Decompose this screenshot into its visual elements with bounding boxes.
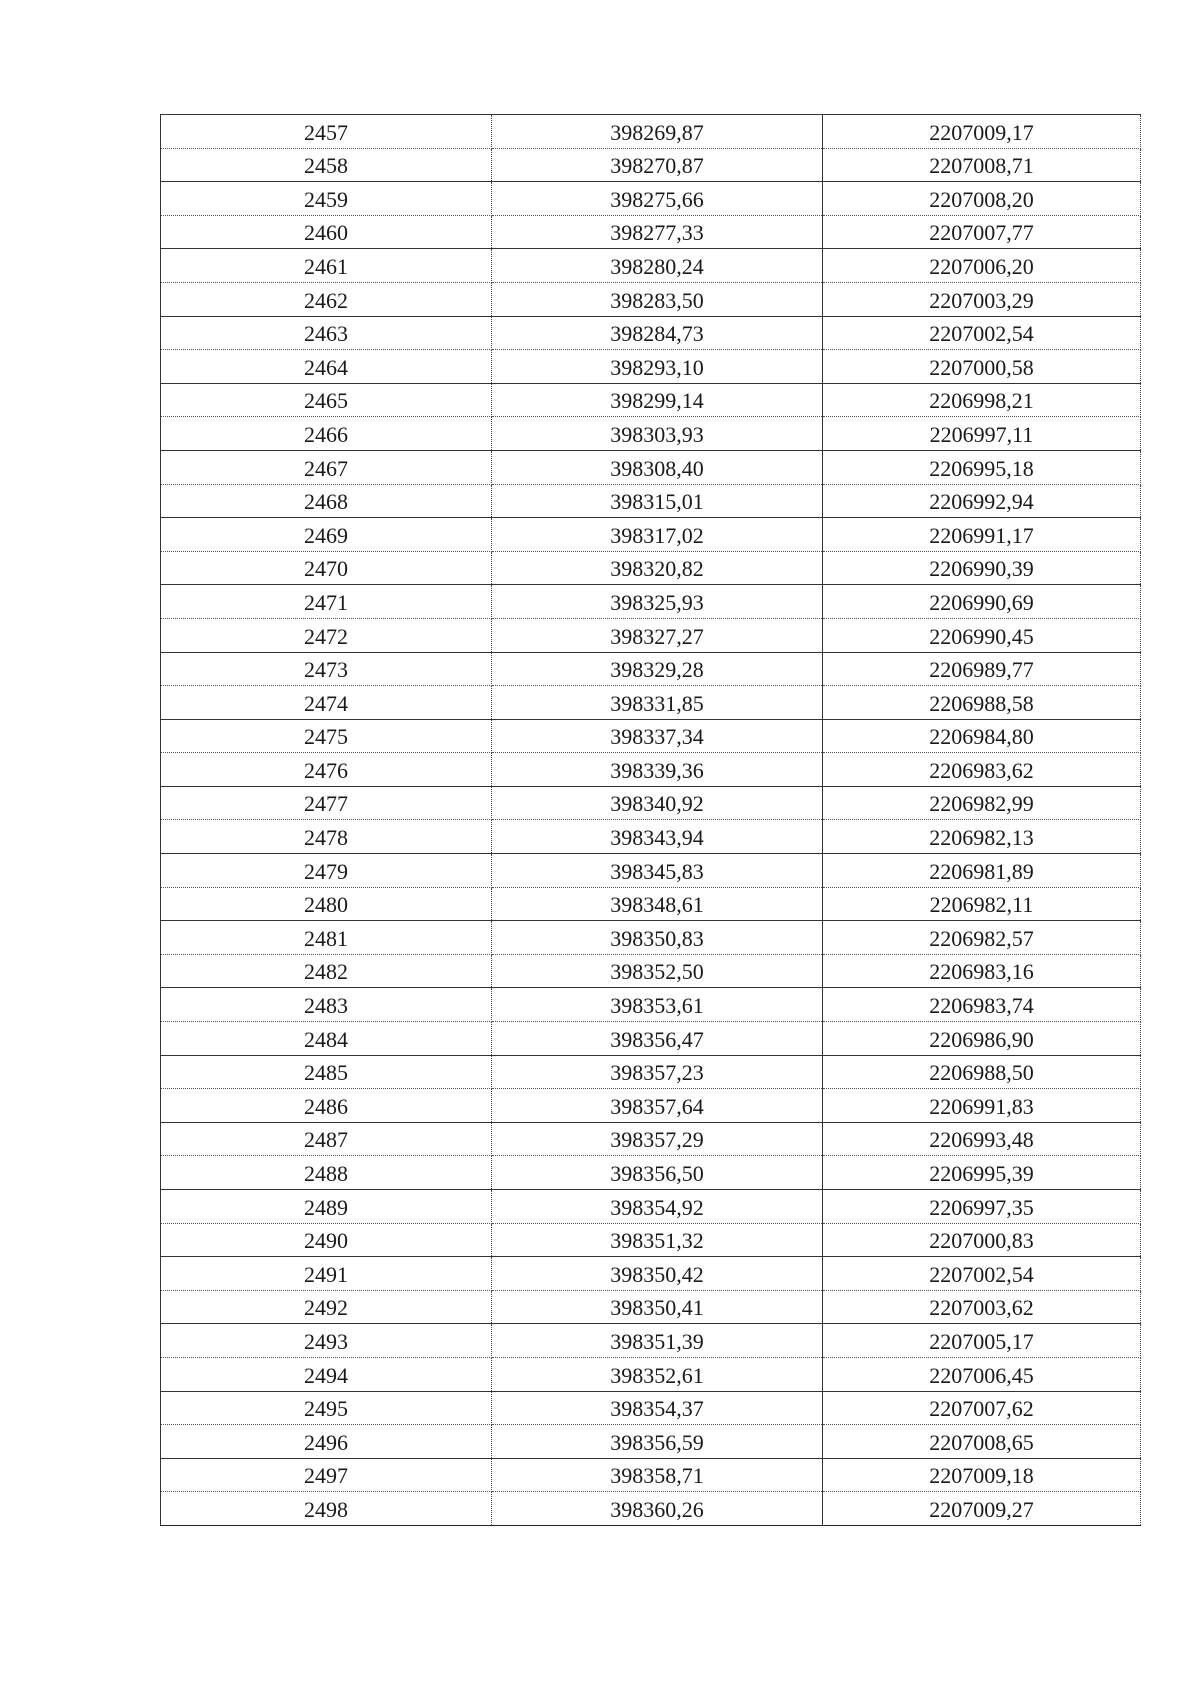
y-coordinate-cell: 2207008,65 xyxy=(823,1425,1141,1459)
point-number-cell: 2497 xyxy=(161,1458,492,1492)
table-row xyxy=(161,686,1141,720)
y-coordinate-cell: 2207008,71 xyxy=(823,148,1141,182)
point-number-cell: 2475 xyxy=(161,719,492,753)
y-coordinate-cell: 2206989,77 xyxy=(823,652,1141,686)
point-number-cell: 2498 xyxy=(161,1492,492,1526)
x-coordinate-cell: 398350,41 xyxy=(492,1290,823,1324)
table-row xyxy=(161,887,1141,921)
table-row xyxy=(161,1257,1141,1291)
table-row xyxy=(161,1324,1141,1358)
table-row xyxy=(161,148,1141,182)
x-coordinate-cell: 398357,64 xyxy=(492,1089,823,1123)
x-coordinate-cell: 398337,34 xyxy=(492,719,823,753)
point-number-cell: 2457 xyxy=(161,115,492,149)
point-number-cell: 2493 xyxy=(161,1324,492,1358)
point-number-cell: 2459 xyxy=(161,182,492,216)
table-row xyxy=(161,786,1141,820)
y-coordinate-cell: 2207009,27 xyxy=(823,1492,1141,1526)
x-coordinate-cell: 398327,27 xyxy=(492,618,823,652)
point-number-cell: 2467 xyxy=(161,450,492,484)
table-row xyxy=(161,618,1141,652)
table-row xyxy=(161,1089,1141,1123)
x-coordinate-cell: 398356,47 xyxy=(492,1022,823,1056)
point-number-cell: 2490 xyxy=(161,1223,492,1257)
y-coordinate-cell: 2207003,29 xyxy=(823,282,1141,316)
y-coordinate-cell: 2207006,45 xyxy=(823,1357,1141,1391)
coordinates-table xyxy=(160,114,1141,1526)
point-number-cell: 2461 xyxy=(161,249,492,283)
table-row xyxy=(161,383,1141,417)
point-number-cell: 2494 xyxy=(161,1357,492,1391)
point-number-cell: 2465 xyxy=(161,383,492,417)
x-coordinate-cell: 398345,83 xyxy=(492,854,823,888)
y-coordinate-cell: 2206997,11 xyxy=(823,417,1141,451)
table-row xyxy=(161,182,1141,216)
y-coordinate-cell: 2206982,11 xyxy=(823,887,1141,921)
x-coordinate-cell: 398331,85 xyxy=(492,686,823,720)
table-row xyxy=(161,988,1141,1022)
x-coordinate-cell: 398308,40 xyxy=(492,450,823,484)
y-coordinate-cell: 2206990,69 xyxy=(823,585,1141,619)
point-number-cell: 2464 xyxy=(161,350,492,384)
y-coordinate-cell: 2207009,18 xyxy=(823,1458,1141,1492)
table-row xyxy=(161,417,1141,451)
table-row xyxy=(161,1223,1141,1257)
table-row xyxy=(161,1492,1141,1526)
point-number-cell: 2470 xyxy=(161,551,492,585)
x-coordinate-cell: 398360,26 xyxy=(492,1492,823,1526)
y-coordinate-cell: 2207007,62 xyxy=(823,1391,1141,1425)
y-coordinate-cell: 2207008,20 xyxy=(823,182,1141,216)
table-row xyxy=(161,652,1141,686)
y-coordinate-cell: 2207007,77 xyxy=(823,215,1141,249)
point-number-cell: 2478 xyxy=(161,820,492,854)
table-row xyxy=(161,1391,1141,1425)
y-coordinate-cell: 2206982,99 xyxy=(823,786,1141,820)
x-coordinate-cell: 398357,29 xyxy=(492,1122,823,1156)
y-coordinate-cell: 2207005,17 xyxy=(823,1324,1141,1358)
table-row xyxy=(161,518,1141,552)
table-row xyxy=(161,954,1141,988)
point-number-cell: 2482 xyxy=(161,954,492,988)
table-row xyxy=(161,1190,1141,1224)
y-coordinate-cell: 2206997,35 xyxy=(823,1190,1141,1224)
table-row xyxy=(161,1357,1141,1391)
table-row xyxy=(161,1156,1141,1190)
x-coordinate-cell: 398283,50 xyxy=(492,282,823,316)
x-coordinate-cell: 398350,83 xyxy=(492,921,823,955)
y-coordinate-cell: 2206981,89 xyxy=(823,854,1141,888)
y-coordinate-cell: 2206991,83 xyxy=(823,1089,1141,1123)
y-coordinate-cell: 2206993,48 xyxy=(823,1122,1141,1156)
y-coordinate-cell: 2206986,90 xyxy=(823,1022,1141,1056)
x-coordinate-cell: 398350,42 xyxy=(492,1257,823,1291)
table-row xyxy=(161,1055,1141,1089)
y-coordinate-cell: 2206990,45 xyxy=(823,618,1141,652)
point-number-cell: 2495 xyxy=(161,1391,492,1425)
point-number-cell: 2468 xyxy=(161,484,492,518)
table-row xyxy=(161,450,1141,484)
x-coordinate-cell: 398277,33 xyxy=(492,215,823,249)
point-number-cell: 2479 xyxy=(161,854,492,888)
x-coordinate-cell: 398339,36 xyxy=(492,753,823,787)
x-coordinate-cell: 398270,87 xyxy=(492,148,823,182)
y-coordinate-cell: 2206998,21 xyxy=(823,383,1141,417)
point-number-cell: 2474 xyxy=(161,686,492,720)
point-number-cell: 2476 xyxy=(161,753,492,787)
x-coordinate-cell: 398351,39 xyxy=(492,1324,823,1358)
point-number-cell: 2473 xyxy=(161,652,492,686)
table-row xyxy=(161,854,1141,888)
point-number-cell: 2477 xyxy=(161,786,492,820)
x-coordinate-cell: 398329,28 xyxy=(492,652,823,686)
x-coordinate-cell: 398348,61 xyxy=(492,887,823,921)
x-coordinate-cell: 398280,24 xyxy=(492,249,823,283)
table-row xyxy=(161,1425,1141,1459)
y-coordinate-cell: 2207000,83 xyxy=(823,1223,1141,1257)
x-coordinate-cell: 398356,59 xyxy=(492,1425,823,1459)
table-row xyxy=(161,316,1141,350)
table-row xyxy=(161,350,1141,384)
y-coordinate-cell: 2206982,57 xyxy=(823,921,1141,955)
table-row xyxy=(161,282,1141,316)
point-number-cell: 2488 xyxy=(161,1156,492,1190)
y-coordinate-cell: 2206995,18 xyxy=(823,450,1141,484)
x-coordinate-cell: 398351,32 xyxy=(492,1223,823,1257)
point-number-cell: 2460 xyxy=(161,215,492,249)
y-coordinate-cell: 2206988,50 xyxy=(823,1055,1141,1089)
x-coordinate-cell: 398303,93 xyxy=(492,417,823,451)
table-row xyxy=(161,1290,1141,1324)
coordinates-table-body xyxy=(161,115,1141,1526)
point-number-cell: 2487 xyxy=(161,1122,492,1156)
point-number-cell: 2484 xyxy=(161,1022,492,1056)
x-coordinate-cell: 398340,92 xyxy=(492,786,823,820)
y-coordinate-cell: 2206991,17 xyxy=(823,518,1141,552)
x-coordinate-cell: 398293,10 xyxy=(492,350,823,384)
y-coordinate-cell: 2206983,16 xyxy=(823,954,1141,988)
x-coordinate-cell: 398352,50 xyxy=(492,954,823,988)
x-coordinate-cell: 398343,94 xyxy=(492,820,823,854)
x-coordinate-cell: 398284,73 xyxy=(492,316,823,350)
x-coordinate-cell: 398354,92 xyxy=(492,1190,823,1224)
x-coordinate-cell: 398320,82 xyxy=(492,551,823,585)
x-coordinate-cell: 398352,61 xyxy=(492,1357,823,1391)
y-coordinate-cell: 2206984,80 xyxy=(823,719,1141,753)
table-row xyxy=(161,1122,1141,1156)
x-coordinate-cell: 398299,14 xyxy=(492,383,823,417)
y-coordinate-cell: 2207006,20 xyxy=(823,249,1141,283)
y-coordinate-cell: 2206983,74 xyxy=(823,988,1141,1022)
table-row xyxy=(161,551,1141,585)
table-row xyxy=(161,753,1141,787)
point-number-cell: 2462 xyxy=(161,282,492,316)
table-row xyxy=(161,115,1141,149)
point-number-cell: 2483 xyxy=(161,988,492,1022)
x-coordinate-cell: 398357,23 xyxy=(492,1055,823,1089)
x-coordinate-cell: 398354,37 xyxy=(492,1391,823,1425)
point-number-cell: 2472 xyxy=(161,618,492,652)
x-coordinate-cell: 398317,02 xyxy=(492,518,823,552)
y-coordinate-cell: 2207003,62 xyxy=(823,1290,1141,1324)
y-coordinate-cell: 2207009,17 xyxy=(823,115,1141,149)
table-row xyxy=(161,215,1141,249)
point-number-cell: 2492 xyxy=(161,1290,492,1324)
y-coordinate-cell: 2207002,54 xyxy=(823,316,1141,350)
table-row xyxy=(161,820,1141,854)
x-coordinate-cell: 398358,71 xyxy=(492,1458,823,1492)
point-number-cell: 2489 xyxy=(161,1190,492,1224)
point-number-cell: 2463 xyxy=(161,316,492,350)
x-coordinate-cell: 398315,01 xyxy=(492,484,823,518)
point-number-cell: 2469 xyxy=(161,518,492,552)
table-row xyxy=(161,249,1141,283)
y-coordinate-cell: 2206992,94 xyxy=(823,484,1141,518)
point-number-cell: 2458 xyxy=(161,148,492,182)
table-row xyxy=(161,1022,1141,1056)
point-number-cell: 2481 xyxy=(161,921,492,955)
x-coordinate-cell: 398275,66 xyxy=(492,182,823,216)
point-number-cell: 2486 xyxy=(161,1089,492,1123)
point-number-cell: 2496 xyxy=(161,1425,492,1459)
table-row xyxy=(161,1458,1141,1492)
table-row xyxy=(161,921,1141,955)
table-row xyxy=(161,719,1141,753)
y-coordinate-cell: 2207000,58 xyxy=(823,350,1141,384)
x-coordinate-cell: 398325,93 xyxy=(492,585,823,619)
x-coordinate-cell: 398356,50 xyxy=(492,1156,823,1190)
point-number-cell: 2480 xyxy=(161,887,492,921)
table-row xyxy=(161,484,1141,518)
point-number-cell: 2471 xyxy=(161,585,492,619)
y-coordinate-cell: 2206982,13 xyxy=(823,820,1141,854)
x-coordinate-cell: 398353,61 xyxy=(492,988,823,1022)
point-number-cell: 2491 xyxy=(161,1257,492,1291)
x-coordinate-cell: 398269,87 xyxy=(492,115,823,149)
y-coordinate-cell: 2206995,39 xyxy=(823,1156,1141,1190)
y-coordinate-cell: 2206983,62 xyxy=(823,753,1141,787)
y-coordinate-cell: 2206988,58 xyxy=(823,686,1141,720)
y-coordinate-cell: 2207002,54 xyxy=(823,1257,1141,1291)
point-number-cell: 2466 xyxy=(161,417,492,451)
table-row xyxy=(161,585,1141,619)
point-number-cell: 2485 xyxy=(161,1055,492,1089)
y-coordinate-cell: 2206990,39 xyxy=(823,551,1141,585)
